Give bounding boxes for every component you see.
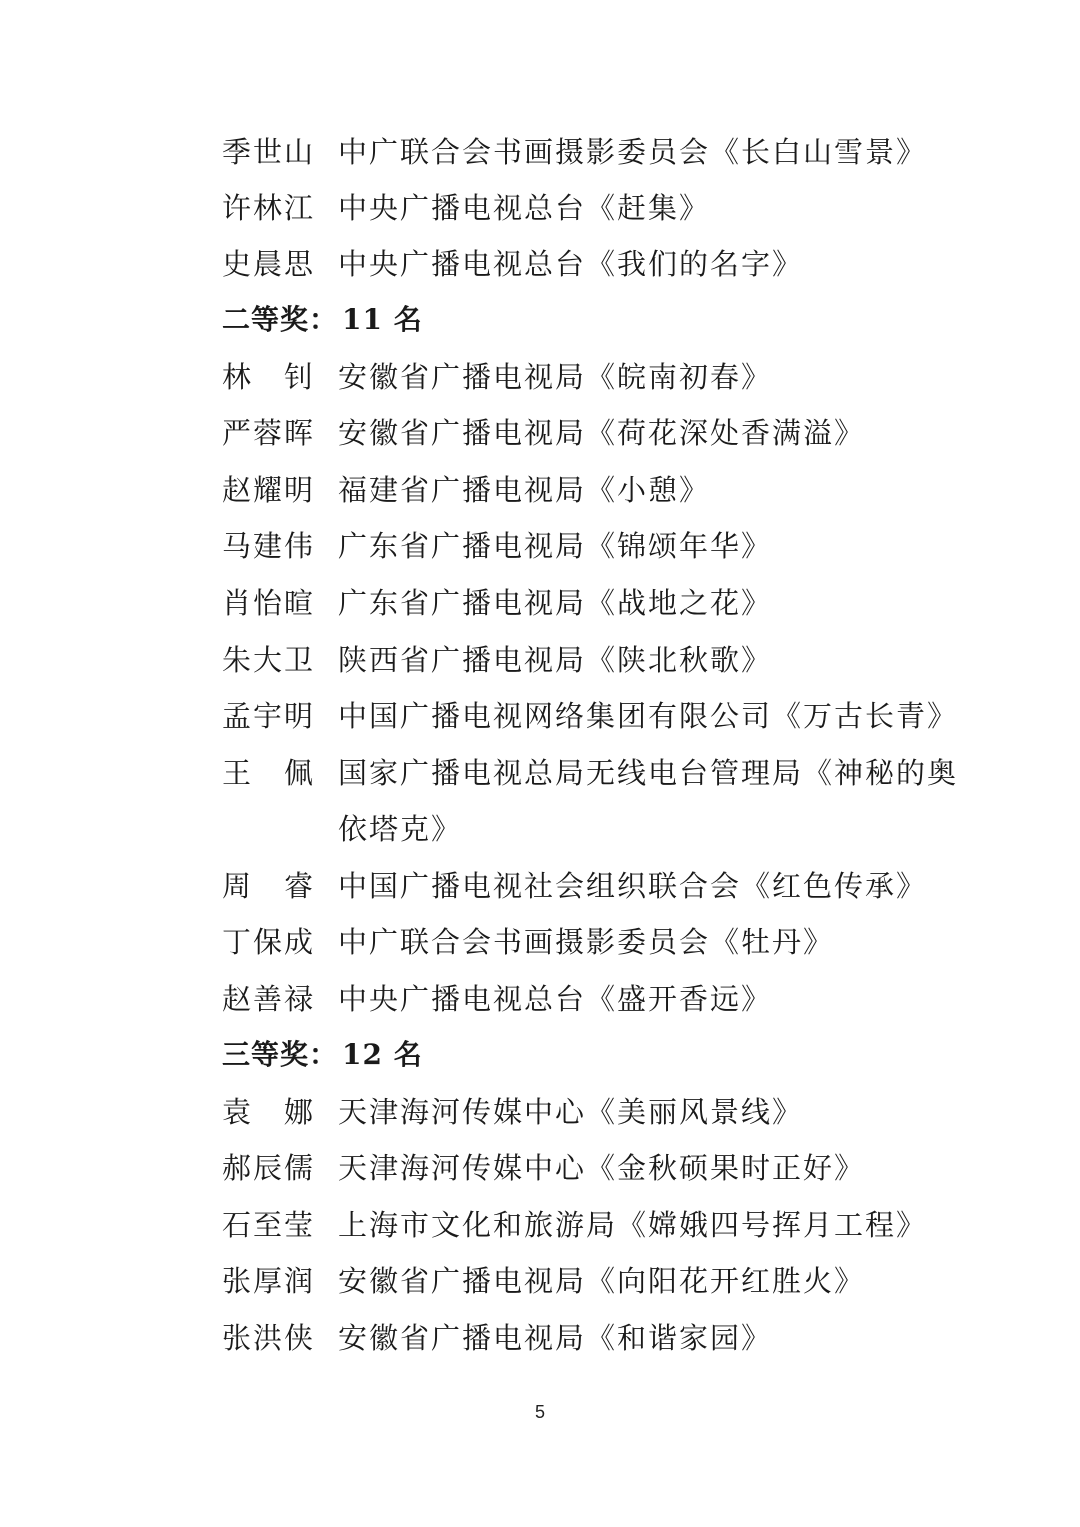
award-entry [222, 1195, 927, 1251]
unit-and-work: 安徽省广播电视局《和谐家园》 [338, 1320, 773, 1355]
winner-name: 郝辰儒 [222, 1150, 316, 1185]
winner-name: 肖怡暄 [222, 585, 316, 620]
award-entry [222, 686, 958, 742]
winner-name: 张厚润 [222, 1263, 316, 1298]
winner-name: 袁 娜 [222, 1094, 316, 1129]
winner-name: 严蓉晖 [222, 415, 316, 450]
winner-name: 马建伟 [222, 528, 316, 563]
heading-count: 11 名 [342, 303, 423, 336]
unit-and-work: 中广联合会书画摄影委员会《长白山雪景》 [338, 134, 928, 169]
unit-and-work: 中央广播电视总台《盛开香远》 [338, 981, 773, 1016]
unit-and-work: 福建省广播电视局《小憩》 [338, 472, 711, 507]
unit-and-work: 天津海河传媒中心《美丽风景线》 [338, 1094, 804, 1129]
winner-name: 张洪侠 [222, 1320, 316, 1355]
unit-and-work-continued: 依塔克》 [338, 811, 463, 846]
unit-and-work: 天津海河传媒中心《金秋硕果时正好》 [338, 1150, 866, 1185]
winner-name: 许林江 [222, 190, 316, 225]
award-entry-continuation [338, 799, 462, 855]
award-entry [222, 178, 710, 234]
award-entry [222, 1308, 772, 1364]
award-entry [222, 912, 834, 968]
section-heading-second-prize [222, 290, 423, 346]
unit-and-work: 安徽省广播电视局《向阳花开红胜火》 [338, 1263, 866, 1298]
award-entry [222, 856, 927, 912]
winner-name: 王 佩 [222, 755, 316, 790]
unit-and-work: 广东省广播电视局《锦颂年华》 [338, 528, 773, 563]
unit-and-work: 中国广播电视社会组织联合会《红色传承》 [338, 868, 928, 903]
unit-and-work: 国家广播电视总局无线电台管理局《神秘的奥 [338, 755, 959, 790]
winner-name: 石至莹 [222, 1207, 316, 1242]
award-entry [222, 122, 927, 178]
award-entry [222, 403, 865, 459]
section-heading-third-prize [222, 1025, 423, 1081]
unit-and-work: 中央广播电视总台《赶集》 [338, 190, 711, 225]
unit-and-work: 上海市文化和旅游局《嫦娥四号挥月工程》 [338, 1207, 928, 1242]
award-entry [222, 573, 772, 629]
winner-name: 周 睿 [222, 868, 316, 903]
unit-and-work: 安徽省广播电视局《皖南初春》 [338, 359, 773, 394]
winner-name: 丁保成 [222, 924, 316, 959]
winner-name: 朱大卫 [222, 642, 316, 677]
heading-count: 12 名 [342, 1038, 423, 1071]
page-number: 5 [534, 1402, 545, 1422]
winner-name: 孟宇明 [222, 698, 316, 733]
unit-and-work: 中广联合会书画摄影委员会《牡丹》 [338, 924, 835, 959]
unit-and-work: 安徽省广播电视局《荷花深处香满溢》 [338, 415, 866, 450]
winner-name: 史晨思 [222, 246, 316, 281]
unit-and-work: 中国广播电视网络集团有限公司《万古长青》 [338, 698, 959, 733]
winner-name: 赵善禄 [222, 981, 316, 1016]
unit-and-work: 中央广播电视总台《我们的名字》 [338, 246, 804, 281]
award-entry [222, 969, 772, 1025]
heading-label: 二等奖： [222, 303, 339, 336]
heading-label: 三等奖： [222, 1038, 339, 1071]
unit-and-work: 陕西省广播电视局《陕北秋歌》 [338, 642, 773, 677]
winner-name: 林 钊 [222, 359, 316, 394]
award-entry [222, 234, 803, 290]
award-entry [222, 1251, 865, 1307]
winner-name: 赵耀明 [222, 472, 316, 507]
unit-and-work: 广东省广播电视局《战地之花》 [338, 585, 773, 620]
award-entry [222, 516, 772, 572]
award-entry [222, 460, 710, 516]
winner-name: 季世山 [222, 134, 316, 169]
award-entry [222, 347, 772, 403]
award-entry [222, 743, 958, 799]
award-entry [222, 1082, 803, 1138]
award-entry [222, 1138, 865, 1194]
award-entry [222, 630, 772, 686]
